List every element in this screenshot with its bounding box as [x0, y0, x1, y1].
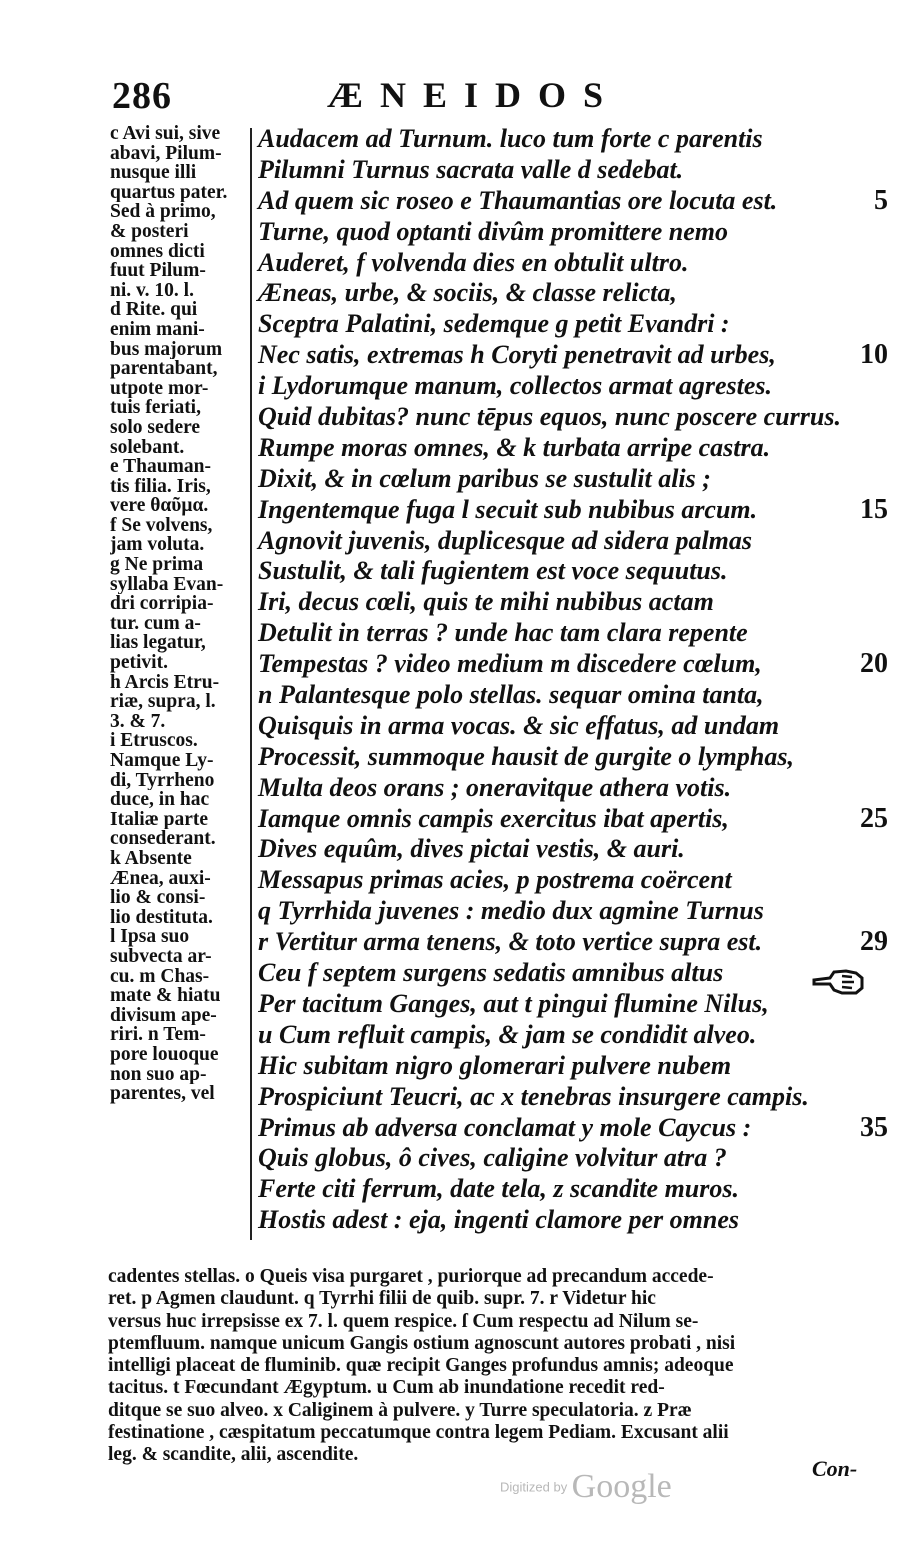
- verse-text: Hostis adest : eja, ingenti clamore per omnes: [258, 1205, 739, 1235]
- page-number: 286: [112, 75, 172, 117]
- margin-note-line: consederant.: [110, 829, 216, 849]
- verse-line: [258, 618, 858, 649]
- verse-line: [258, 1020, 858, 1051]
- verse-text: Ad quem sic roseo e Thaumantias ore locuta est.: [258, 185, 778, 215]
- running-title: ÆNEIDOS: [327, 75, 621, 115]
- margin-note-line: duce, in hac: [110, 790, 210, 810]
- margin-note-line: d Rite. qui: [110, 300, 198, 320]
- verse-line: [258, 526, 858, 557]
- footnote-line: ret. p Agmen claudunt. q Tyrrhi filii de quib. supr. 7. r Videtur hic: [108, 1288, 656, 1310]
- footnote-line: festinatione , cæspitatum peccatumque contra legem Pediam. Excusant alii: [108, 1422, 729, 1444]
- footnote-line: versus huc irrepsisse ex 7. l. quem respice. ſ Cum respectu ad Nilum se-: [108, 1310, 699, 1332]
- margin-note-line: cu. m Chas-: [110, 966, 210, 987]
- margin-note-line: parentabant,: [110, 359, 218, 379]
- verse-line: [258, 184, 888, 217]
- verse-text: Iamque omnis campis exercitus ibat apertis,: [258, 803, 729, 833]
- verse-text: q Tyrrhida juvenes : medio dux agmine Turnus: [258, 896, 764, 926]
- margin-note-line: k Absente: [110, 848, 192, 869]
- verse-text: Dives equûm, dives pictai vestis, & auri.: [258, 834, 685, 864]
- verse-text: Detulit in terras ? unde hac tam clara repente: [258, 618, 748, 648]
- margin-note-line: petivit.: [110, 653, 168, 673]
- verse-text: Per tacitum Ganges, aut t pingui flumine Nilus,: [258, 988, 769, 1018]
- verse-text: Ferte citi ferrum, date tela, z scandite muros.: [258, 1174, 739, 1204]
- margin-note-line: parentes, vel: [110, 1084, 215, 1104]
- margin-note-line: c Avi sui, sive: [110, 124, 221, 144]
- verse-number: 15: [860, 493, 888, 525]
- margin-note-line: mate & hiatu: [110, 986, 221, 1006]
- verse-line: [258, 124, 858, 155]
- margin-note-line: dri corripia-: [110, 594, 214, 614]
- margin-note-line: quartus pater.: [110, 182, 228, 203]
- verse-text: Quid dubitas? nunc tēpus equos, nunc poscere currus.: [258, 402, 841, 432]
- margin-note-line: tis filia. Iris,: [110, 476, 211, 497]
- margin-note-line: & posteri: [110, 221, 189, 242]
- margin-note-line: tur. cum a-: [110, 613, 201, 634]
- verse-line: [258, 587, 858, 618]
- verse-number: 20: [860, 648, 888, 680]
- margin-note-line: enim mani-: [110, 319, 205, 340]
- footnote-line: ditque se suo alveo. x Caliginem à pulvere. y Turre speculatoria. z Præ: [108, 1399, 692, 1421]
- column-rule: [250, 128, 252, 1240]
- margin-note-line: h Arcis Etru-: [110, 672, 220, 693]
- margin-note-line: pore louoque: [110, 1044, 219, 1065]
- verse-number: 10: [860, 339, 888, 371]
- margin-note-line: i Etruscos.: [110, 731, 198, 751]
- margin-note-line: bus majorum: [110, 339, 223, 360]
- verse-line: [258, 493, 888, 526]
- margin-note-line: lio & consi-: [110, 888, 206, 908]
- margin-note-line: jam voluta.: [110, 535, 205, 556]
- verse-line: [258, 896, 858, 927]
- verse-line: [258, 248, 858, 279]
- margin-note-line: vere θαῦμα.: [110, 496, 209, 516]
- margin-note-line: omnes dicti: [110, 241, 205, 262]
- margin-note-line: Sed à primo,: [110, 202, 216, 222]
- margin-note-line: riri. n Tem-: [110, 1025, 206, 1045]
- verse-text: i Lydorumque manum, collectos armat agrestes.: [258, 371, 772, 401]
- margin-note-line: divisum ape-: [110, 1005, 217, 1026]
- page-header: [112, 74, 672, 118]
- verse-line: [258, 648, 888, 680]
- margin-notes: [110, 124, 248, 1104]
- footnote-line: intelligi placeat de fluminib. quæ recipit Ganges profundus amnis; adeoque: [108, 1355, 734, 1377]
- verse-text: Prospiciunt Teucri, ac x tenebras insurgere campis.: [258, 1081, 809, 1111]
- verse-line: [258, 958, 858, 989]
- catchword: Con-: [812, 1456, 858, 1481]
- verse-text: n Palantesque polo stellas. sequar omina tanta,: [258, 680, 764, 710]
- digitized-watermark: [500, 1468, 672, 1506]
- verse-text: Primus ab adversa conclamat y mole Caycus :: [258, 1112, 752, 1142]
- margin-note-line: lio destituta.: [110, 907, 213, 928]
- margin-note-line: syllaba Evan-: [110, 574, 224, 595]
- margin-note-line: riæ, supra, l.: [110, 692, 216, 712]
- verse-text: Auderet, f volvenda dies en obtulit ultro.: [258, 247, 689, 277]
- margin-note-line: e Thauman-: [110, 457, 211, 477]
- verse-line: [258, 711, 858, 742]
- footnote-line: leg. & scandite, alii, ascendite.: [108, 1444, 359, 1466]
- verse-text: Quis globus, ô cives, caligine volvitur atra ?: [258, 1143, 727, 1173]
- margin-note-line: solebant.: [110, 437, 185, 458]
- footnote-line: tacitus. t Fœcundant Ægyptum. u Cum ab inundatione recedit red-: [108, 1377, 665, 1399]
- verse-block: [258, 124, 888, 1236]
- verse-line: [258, 680, 858, 711]
- verse-text: Pilumni Turnus sacrata valle d sedebat.: [258, 154, 684, 184]
- verse-line: [258, 1205, 858, 1236]
- margin-note-line: fuut Pilum-: [110, 261, 206, 281]
- google-logo: Google: [571, 1468, 672, 1505]
- margin-note-line: nusque illi: [110, 163, 197, 183]
- verse-text: Audacem ad Turnum. luco tum forte c parentis: [258, 124, 763, 153]
- verse-line: [258, 309, 858, 340]
- margin-note-line: non suo ap-: [110, 1064, 207, 1085]
- verse-number: 35: [860, 1111, 888, 1143]
- margin-note-line: l Ipsa suo: [110, 927, 190, 947]
- verse-text: Sustulit, & tali fugientem est voce sequutus.: [258, 556, 728, 586]
- verse-line: [258, 433, 858, 464]
- margin-note-line: utpote mor-: [110, 378, 209, 399]
- verse-text: Ceu f septem surgens sedatis amnibus altus: [258, 958, 724, 988]
- verse-line: [258, 802, 888, 835]
- margin-note-line: 3. & 7.: [110, 711, 166, 732]
- verse-text: Rumpe moras omnes, & k turbata arripe castra.: [258, 432, 771, 462]
- margin-note-line: Ænea, auxi-: [110, 868, 211, 889]
- margin-note-line: ni. v. 10. l.: [110, 280, 194, 301]
- watermark-prefix: Digitized by: [500, 1479, 568, 1495]
- margin-note-line: di, Tyrrheno: [110, 770, 215, 791]
- margin-note-line: Namque Ly-: [110, 751, 214, 771]
- footnote-line: cadentes stellas. o Queis visa purgaret , puriorque ad precandum accede-: [108, 1266, 714, 1287]
- verse-line: [258, 402, 858, 433]
- verse-text: Dixit, & in cœlum paribus se sustulit alis ;: [258, 463, 711, 493]
- verse-line: [258, 773, 858, 804]
- verse-text: Turne, quod optanti divûm promittere nemo: [258, 216, 728, 246]
- margin-note-line: subvecta ar-: [110, 946, 212, 967]
- verse-text: Multa deos orans ; oneravitque athera votis.: [258, 772, 732, 802]
- verse-number: 25: [860, 802, 888, 834]
- verse-text: Iri, decus cœli, quis te mihi nubibus actam: [258, 587, 714, 617]
- verse-text: Sceptra Palatini, sedemque g petit Evandri :: [258, 309, 730, 339]
- verse-line: [258, 926, 888, 958]
- verse-text: Quisquis in arma vocas. & sic effatus, ad undam: [258, 710, 780, 740]
- verse-text: r Vertitur arma tenens, & toto vertice supra est.: [258, 927, 763, 957]
- verse-text: Processit, summoque hausit de gurgite o lymphas,: [258, 741, 794, 771]
- verse-text: Hic subitam nigro glomerari pulvere nubem: [258, 1050, 732, 1080]
- verse-line: [258, 217, 858, 248]
- verse-line: [258, 1111, 888, 1144]
- verse-line: [258, 742, 858, 773]
- footnotes: [108, 1266, 868, 1467]
- footnote-line: ptemfluum. namque unicum Gangis ostium agnoscunt autores probati , nisi: [108, 1332, 736, 1354]
- margin-note-line: abavi, Pilum-: [110, 143, 222, 164]
- verse-line: [258, 1082, 858, 1113]
- margin-note-line: solo sedere: [110, 417, 201, 438]
- verse-line: [258, 1051, 858, 1082]
- verse-line: [258, 278, 858, 309]
- pointing-hand-icon: [812, 966, 864, 996]
- verse-line: [258, 464, 858, 495]
- margin-note-line: f Se volvens,: [110, 515, 213, 536]
- verse-text: u Cum refluit campis, & jam se condidit alveo.: [258, 1019, 757, 1049]
- verse-number: 29: [860, 926, 888, 958]
- verse-line: [258, 865, 858, 896]
- verse-line: [258, 556, 858, 587]
- verse-line: [258, 1143, 858, 1174]
- verse-line: [258, 1174, 858, 1205]
- margin-note-line: tuis feriati,: [110, 398, 201, 418]
- verse-text: Agnovit juvenis, duplicesque ad sidera palmas: [258, 525, 753, 555]
- verse-line: [258, 371, 858, 402]
- verse-line: [258, 834, 858, 865]
- verse-line: [258, 339, 888, 371]
- margin-note-line: g Ne prima: [110, 555, 204, 575]
- verse-text: Ingentemque fuga l secuit sub nubibus arcum.: [258, 494, 758, 524]
- verse-line: [258, 155, 858, 186]
- verse-text: Tempestas ? video medium m discedere cœlum,: [258, 649, 762, 679]
- verse-text: Nec satis, extremas h Coryti penetravit ad urbes,: [258, 340, 776, 370]
- margin-note-line: Italiæ parte: [110, 809, 209, 830]
- verse-number: 5: [874, 184, 888, 216]
- verse-text: Æneas, urbe, & sociis, & classe relicta,: [258, 278, 677, 308]
- verse-text: Messapus primas acies, p postrema coërcent: [258, 865, 732, 895]
- margin-note-line: lias legatur,: [110, 633, 206, 654]
- verse-line: [258, 989, 858, 1020]
